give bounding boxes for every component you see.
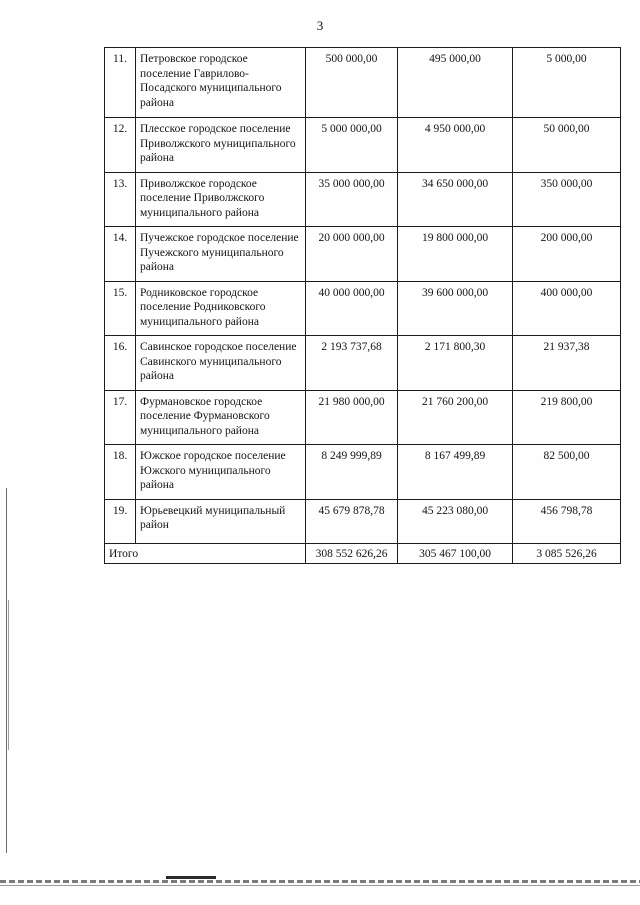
table-row bbox=[105, 445, 621, 500]
total-row bbox=[105, 543, 621, 563]
amount-total: 8 249 999,89 bbox=[306, 445, 398, 500]
recipient-name: Южское городское поселение Южского муниципального района bbox=[136, 445, 306, 500]
amount-main: 8 167 499,89 bbox=[398, 445, 513, 500]
table-row bbox=[105, 336, 621, 391]
amount-total: 45 679 878,78 bbox=[306, 499, 398, 543]
table-row bbox=[105, 390, 621, 445]
recipient-name: Юрьевецкий муниципальный район bbox=[136, 499, 306, 543]
total-label: Итого bbox=[105, 543, 306, 563]
table-row bbox=[105, 227, 621, 282]
amount-total: 20 000 000,00 bbox=[306, 227, 398, 282]
row-number: 16. bbox=[105, 336, 136, 391]
amount-total: 35 000 000,00 bbox=[306, 172, 398, 227]
table-row bbox=[105, 48, 621, 118]
recipient-name: Фурмановское городское поселение Фурмановского муниципального района bbox=[136, 390, 306, 445]
amount-main: 4 950 000,00 bbox=[398, 118, 513, 173]
amount-cofinancing: 50 000,00 bbox=[513, 118, 621, 173]
amount-main: 21 760 200,00 bbox=[398, 390, 513, 445]
amount-total: 21 980 000,00 bbox=[306, 390, 398, 445]
recipient-name: Родниковское городское поселение Родниковского муниципального района bbox=[136, 281, 306, 336]
row-number: 14. bbox=[105, 227, 136, 282]
amount-total: 500 000,00 bbox=[306, 48, 398, 118]
table-row bbox=[105, 172, 621, 227]
amount-main: 495 000,00 bbox=[398, 48, 513, 118]
amount-cofinancing: 21 937,38 bbox=[513, 336, 621, 391]
amount-cofinancing: 400 000,00 bbox=[513, 281, 621, 336]
recipient-name: Плесское городское поселение Приволжского муниципального района bbox=[136, 118, 306, 173]
page-number: 3 bbox=[316, 18, 324, 33]
row-number: 13. bbox=[105, 172, 136, 227]
table-row bbox=[105, 118, 621, 173]
allocation-table bbox=[104, 47, 621, 564]
row-number: 17. bbox=[105, 390, 136, 445]
table-row bbox=[105, 281, 621, 336]
amount-total: 5 000 000,00 bbox=[306, 118, 398, 173]
recipient-name: Приволжское городское поселение Приволжского муниципального района bbox=[136, 172, 306, 227]
amount-main: 39 600 000,00 bbox=[398, 281, 513, 336]
recipient-name: Петровское городское поселение Гаврилово-Посадского муниципального района bbox=[136, 48, 306, 118]
row-number: 11. bbox=[105, 48, 136, 118]
recipient-name: Пучежское городское поселение Пучежского муниципального района bbox=[136, 227, 306, 282]
amount-total: 2 193 737,68 bbox=[306, 336, 398, 391]
total-amount-total: 308 552 626,26 bbox=[306, 543, 398, 563]
amount-cofinancing: 200 000,00 bbox=[513, 227, 621, 282]
row-number: 18. bbox=[105, 445, 136, 500]
row-number: 12. bbox=[105, 118, 136, 173]
amount-cofinancing: 82 500,00 bbox=[513, 445, 621, 500]
total-amount-main: 305 467 100,00 bbox=[398, 543, 513, 563]
total-amount-cofinancing: 3 085 526,26 bbox=[513, 543, 621, 563]
scan-bottom-mark bbox=[166, 876, 216, 879]
scan-bottom-line bbox=[0, 885, 640, 886]
amount-main: 19 800 000,00 bbox=[398, 227, 513, 282]
table-row bbox=[105, 499, 621, 543]
scan-edge-mark bbox=[8, 600, 9, 750]
amount-total: 40 000 000,00 bbox=[306, 281, 398, 336]
recipient-name: Савинское городское поселение Савинского муниципального района bbox=[136, 336, 306, 391]
amount-cofinancing: 456 798,78 bbox=[513, 499, 621, 543]
amount-main: 2 171 800,30 bbox=[398, 336, 513, 391]
amount-main: 34 650 000,00 bbox=[398, 172, 513, 227]
amount-cofinancing: 350 000,00 bbox=[513, 172, 621, 227]
amount-cofinancing: 219 800,00 bbox=[513, 390, 621, 445]
row-number: 15. bbox=[105, 281, 136, 336]
scan-bottom-line bbox=[0, 880, 640, 883]
row-number: 19. bbox=[105, 499, 136, 543]
scan-edge-mark bbox=[6, 488, 7, 853]
amount-cofinancing: 5 000,00 bbox=[513, 48, 621, 118]
amount-main: 45 223 080,00 bbox=[398, 499, 513, 543]
